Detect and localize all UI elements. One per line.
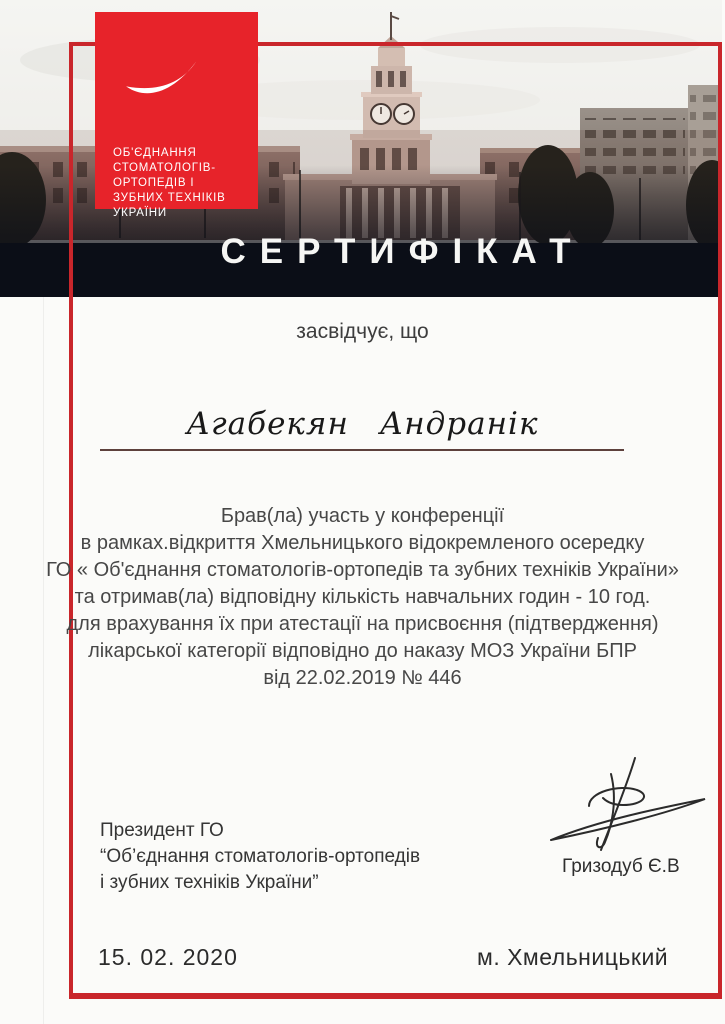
signer-title-line: Президент ГО: [100, 820, 224, 841]
body-line: в рамках.відкриття Хмельницького відокремленого осередку: [80, 532, 645, 554]
signature-scribble: [545, 748, 715, 853]
smile-crescent-icon: [123, 54, 201, 100]
issue-city: м. Хмельницький: [477, 944, 669, 970]
body-line: від 22.02.2019 № 446: [263, 667, 462, 689]
name-underline: [100, 449, 624, 451]
issue-date: 15. 02. 2020: [98, 944, 238, 970]
certifies-label: засвідчує, що: [296, 320, 429, 343]
body-line: лікарської категорії відповідно до наказу МОЗ України БПР: [88, 640, 637, 662]
association-name: [113, 146, 226, 221]
signer-title-line: “Об’єднання стоматологів-ортопедів: [100, 846, 421, 867]
recipient-name: Агабекян Андранік: [186, 406, 539, 442]
body-line: Брав(ла) участь у конференції: [220, 505, 505, 527]
signer-name: Гризодуб Є.В: [562, 856, 680, 877]
signer-title-line: і зубних техніків України”: [100, 872, 319, 893]
association-name-line: ОБ'ЄДНАННЯ: [113, 147, 197, 159]
association-name-line: УКРАЇНИ: [113, 207, 167, 219]
signer-title: [100, 818, 420, 896]
scan-fold-artifact: [43, 297, 44, 1024]
body-line: для врахування їх при атестації на присвоєння (підтвердження): [66, 613, 659, 635]
body-line: ГО « Об'єднання стоматологів-ортопедів та зубних техніків України»: [46, 559, 679, 581]
body-line: та отримав(ла) відповідну кількість навчальних годин - 10 год.: [74, 586, 651, 608]
association-name-line: ОРТОПЕДІВ І: [113, 177, 195, 189]
association-logo: [95, 12, 258, 219]
association-name-line: СТОМАТОЛОГІВ-: [113, 162, 216, 174]
certificate-body: [0, 503, 725, 692]
association-name-line: ЗУБНИХ ТЕХНІКІВ: [113, 192, 226, 204]
certificate-title: СЕРТИФІКАТ: [220, 232, 585, 271]
